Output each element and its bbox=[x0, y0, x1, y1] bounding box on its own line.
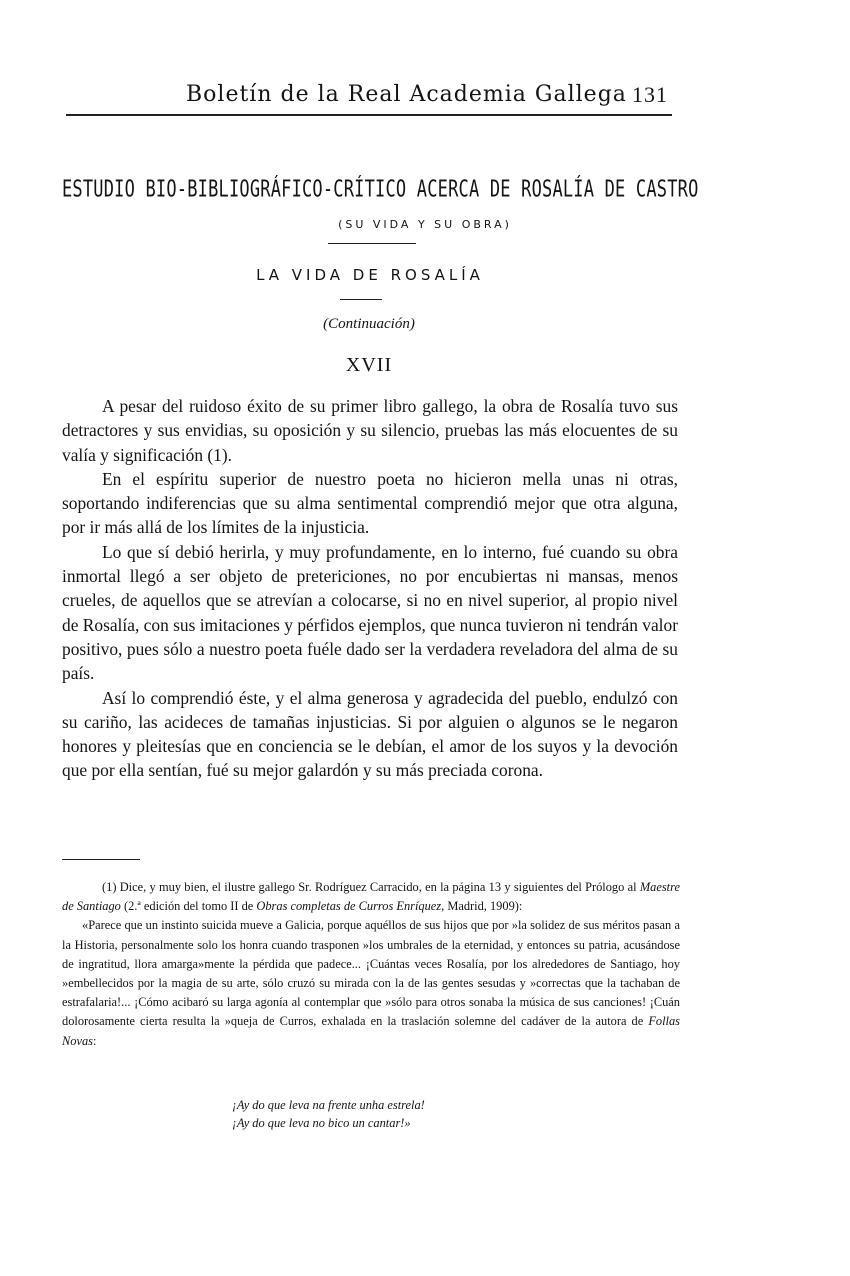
article-title: ESTUDIO BIO-BIBLIOGRÁFICO-CRÍTICO ACERCA DE ROSALÍA DE CASTRO bbox=[62, 176, 699, 203]
continuation-note: (Continuación) bbox=[323, 316, 415, 332]
quote-text: : bbox=[92, 1033, 97, 1048]
footnote-1 bbox=[62, 878, 680, 916]
work-title: Follas Novas bbox=[62, 1014, 680, 1048]
paragraph: Así lo comprendió éste, y el alma generosa y agradecida del pueblo, endulzó con su cariño, las acideces de tamañas injusticias. Si por alguien o algunos se le negaron honores y pleitesías que en conciencia se le debían, el amor de los suyos y la devoción que por ella sentían, fué su mejor galardón y su más preciada corona. bbox=[62, 687, 678, 781]
paragraph: En el espíritu superior de nuestro poeta no hicieron mella unas ni otras, soportando indiferencias que su alma sentimental comprendió mejor que otra alguna, por ir más allá de los límites de la injusticia. bbox=[62, 468, 678, 538]
body-text bbox=[62, 394, 678, 783]
quote-text: «Parece que un instinto suicida mueve a Galicia, porque aquéllos de sus hijos que por »la solidez de sus méritos pasan a la Historia, personalmente solo los honra cuando trasponen »los umbrales de la eternidad, y entonces su patria, acusándose de ingratitud, llora amarga»mente la pérdida que padece... ¡Cuántas veces Rosalía, por los alrededores de Santiago, hoy »embellecidos por la magia de su arte, sólo cruzó su mirada con la de las gentes sesudas y »correctas que la tachaban de estrafalaria!... ¡Cómo acibaró su larga agonía al contemplar que »sólo para otros sonaba la música de sus canciones! ¡Cuán dolorosamente cierta resulta la »queja de Curros, exhalada en la traslación solemne del cadáver de la autora de bbox=[62, 918, 680, 1029]
header-rule bbox=[66, 114, 672, 116]
section-divider bbox=[340, 299, 382, 300]
running-head bbox=[66, 82, 672, 112]
title-divider bbox=[328, 243, 416, 244]
journal-title: Boletín de la Real Academia Gallega bbox=[186, 82, 627, 107]
article-subtitle: (SU VIDA Y SU OBRA) bbox=[338, 218, 512, 231]
section-title: LA VIDA DE ROSALÍA bbox=[256, 266, 484, 284]
footnotes bbox=[62, 878, 680, 1051]
verse-line: ¡Ay do que leva no bico un cantar!» bbox=[232, 1116, 411, 1130]
chapter-number: XVII bbox=[345, 354, 393, 376]
footnote-quote bbox=[62, 916, 680, 1050]
page-number: 131 bbox=[632, 82, 668, 107]
paragraph: Lo que sí debió herirla, y muy profundamente, en lo interno, fué cuando su obra inmortal llegó a ser objeto de pretericiones, no por encubiertas ni mansas, menos crueles, de aquellos que se atrevían a colocarse, si no en nivel superior, al propio nivel de Rosalía, con sus imitaciones y pérfidos ejemplos, que nunca tuvieron ni tendrán valor positivo, pues sólo a nuestro poeta fuéle dado ser la verdadera reveladora del alma de su país. bbox=[62, 541, 678, 684]
work-title: Maestre de Santiago bbox=[62, 880, 680, 914]
footnote-text: (1) Dice, y muy bien, el ilustre gallego Sr. Rodríguez Carracido, en la página 13 y siguientes del Prólogo al bbox=[102, 880, 640, 894]
footnote-rule bbox=[62, 859, 140, 860]
paragraph: A pesar del ruidoso éxito de su primer libro gallego, la obra de Rosalía tuvo sus detractores y sus envidias, su oposición y su silencio, pruebas las más elocuentes de su valía y significación (1). bbox=[62, 396, 678, 465]
verse-quote bbox=[232, 1096, 652, 1132]
work-title: Obras completas de Curros Enríquez, bbox=[256, 899, 445, 914]
footnote-text: Madrid, 1909): bbox=[444, 899, 523, 914]
verse-line: ¡Ay do que leva na frente unha estrela! bbox=[232, 1098, 425, 1112]
footnote-text: (2.ª edición del tomo II de bbox=[120, 899, 257, 914]
